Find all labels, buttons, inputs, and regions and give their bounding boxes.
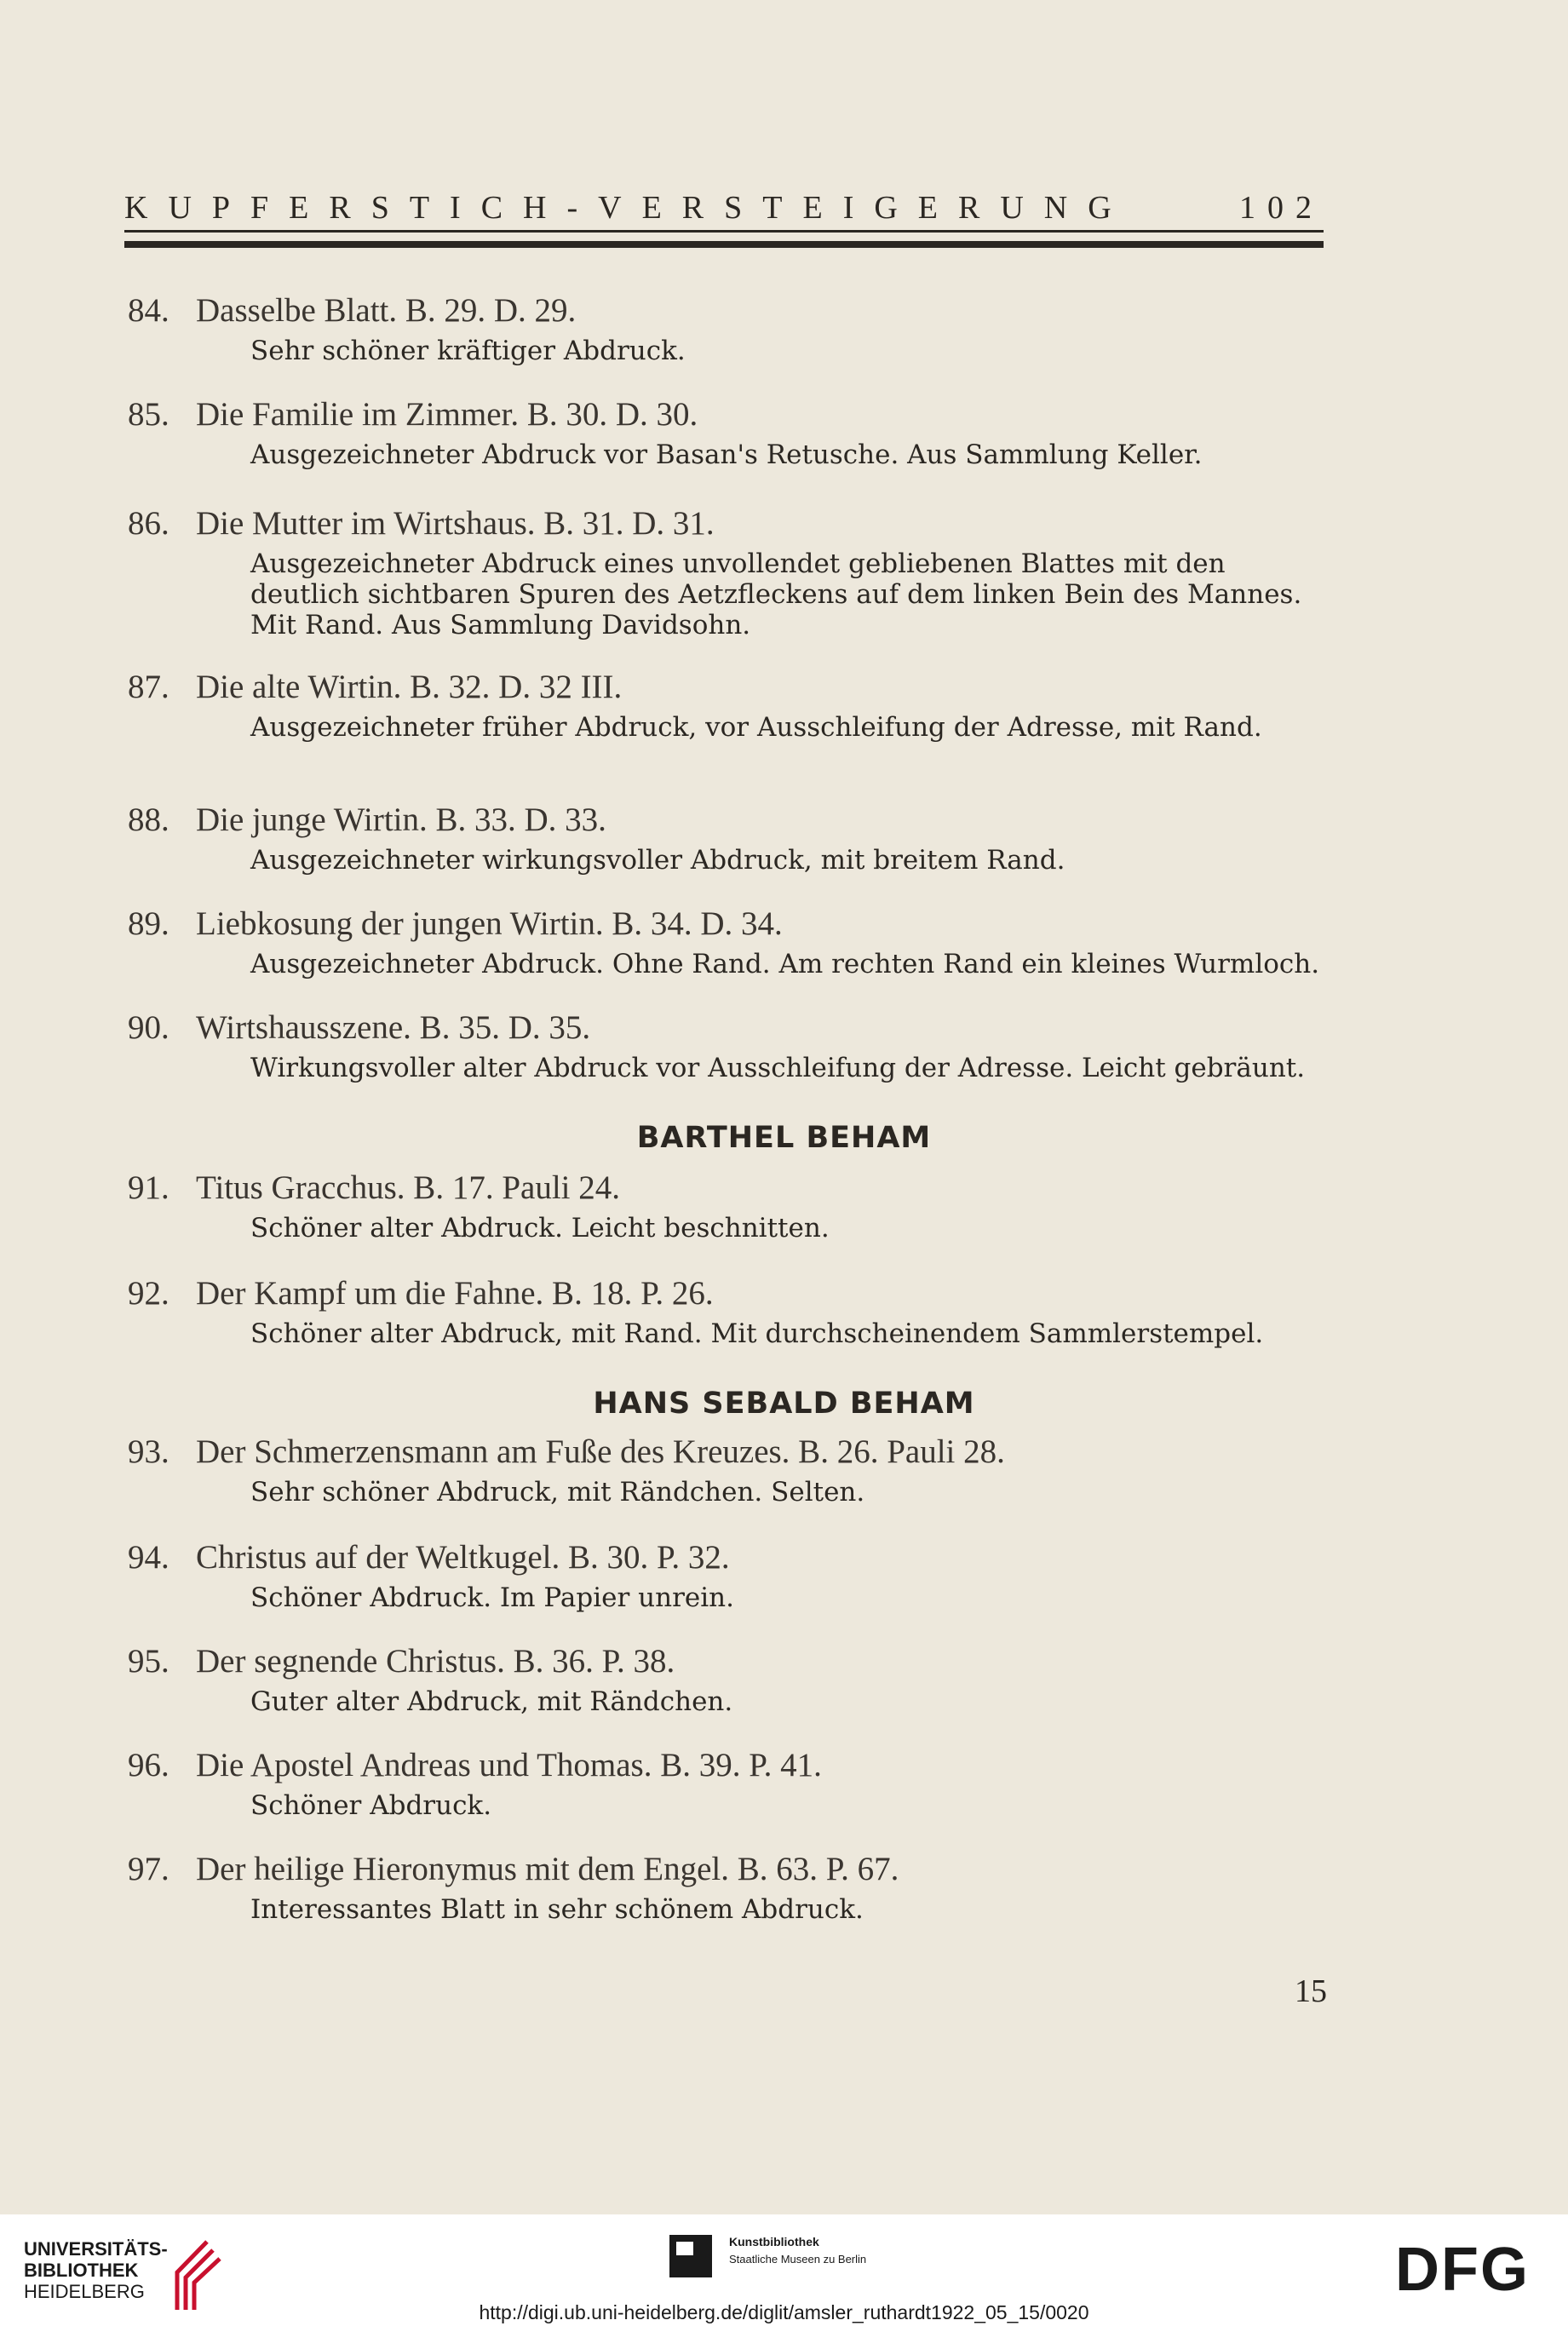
entry-description: Ausgezeichneter Abdruck. Ohne Rand. Am rechten Rand ein kleines Wurmloch.: [250, 949, 1320, 979]
section-heading-hans-sebald-beham: HANS SEBALD BEHAM: [593, 1387, 975, 1421]
entry-number: 91.: [128, 1169, 169, 1206]
entry-description: Guter alter Abdruck, mit Rändchen.: [250, 1686, 733, 1717]
catalogue-entry-97: [128, 1848, 1329, 1925]
kunstbibliothek-logo[interactable]: [669, 2231, 925, 2283]
entry-number: 90.: [128, 1009, 169, 1046]
kunstbibliothek-icon: [669, 2235, 712, 2277]
entry-title: Der Schmerzensmann am Fuße des Kreuzes. B. 26. Pauli 28.: [196, 1433, 1005, 1470]
entry-title: Christus auf der Weltkugel. B. 30. P. 32.: [196, 1539, 730, 1576]
entry-title: Die alte Wirtin. B. 32. D. 32 III.: [196, 669, 623, 705]
catalogue-entry-88: [128, 799, 1329, 876]
entry-description: Schöner Abdruck.: [250, 1790, 492, 1821]
entry-title: Die junge Wirtin. B. 33. D. 33.: [196, 801, 606, 838]
entry-description: Sehr schöner kräftiger Abdruck.: [250, 336, 686, 366]
entry-number: 96.: [128, 1747, 169, 1783]
running-header: [124, 189, 1324, 232]
catalogue-entry-89: [128, 903, 1329, 979]
catalogue-entry-87: [128, 666, 1329, 743]
entry-description: Ausgezeichneter Abdruck vor Basan's Retusche. Aus Sammlung Keller.: [250, 439, 1203, 470]
header-title: KUPFERSTICH-VERSTEIGERUNG: [124, 190, 1132, 226]
entry-number: 87.: [128, 669, 169, 705]
entry-title: Der Kampf um die Fahne. B. 18. P. 26.: [196, 1275, 714, 1312]
entry-title: Der heilige Hieronymus mit dem Engel. B. 63. P. 67.: [196, 1851, 899, 1887]
catalogue-entry-92: [128, 1272, 1329, 1349]
entry-description: Schöner Abdruck. Im Papier unrein.: [250, 1582, 734, 1613]
kb-subtitle: Staatliche Museen zu Berlin: [729, 2253, 867, 2266]
permalink-url[interactable]: http://digi.ub.uni-heidelberg.de/diglit/amsler_ruthardt1922_05_15/0020: [479, 2301, 1089, 2323]
section-heading-barthel-beham: BARTHEL BEHAM: [636, 1121, 932, 1155]
kb-name: Kunstbibliothek: [729, 2235, 819, 2248]
entry-title: Die Mutter im Wirtshaus. B. 31. D. 31.: [196, 505, 715, 542]
entry-description: Sehr schöner Abdruck, mit Rändchen. Selten.: [250, 1477, 865, 1508]
entry-number: 93.: [128, 1433, 169, 1470]
entry-description: Schöner alter Abdruck. Leicht beschnitten.: [250, 1213, 830, 1243]
catalogue-entry-85: [128, 393, 1329, 470]
header-rule-thin: [124, 230, 1324, 233]
catalogue-entry-94: [128, 1536, 1329, 1613]
entry-title: Titus Gracchus. B. 17. Pauli 24.: [196, 1169, 620, 1206]
entry-number: 97.: [128, 1851, 169, 1887]
catalogue-entry-84: [128, 290, 1329, 366]
catalogue-entry-90: [128, 1007, 1329, 1083]
catalogue-entry-91: [128, 1167, 1329, 1243]
entry-title: Die Familie im Zimmer. B. 30. D. 30.: [196, 396, 698, 433]
ub-line-1: UNIVERSITÄTS-: [24, 2238, 168, 2260]
header-rule-thick: [124, 241, 1324, 248]
ub-line-3: HEIDELBERG: [24, 2281, 145, 2302]
ub-line-2: BIBLIOTHEK: [24, 2260, 139, 2281]
catalogue-entry-86: [128, 503, 1329, 640]
entry-description: Ausgezeichneter wirkungsvoller Abdruck, mit breitem Rand.: [250, 845, 1065, 876]
entry-title: Liebkosung der jungen Wirtin. B. 34. D. 34.: [196, 905, 783, 942]
page-number: 15: [1295, 1973, 1327, 2009]
entry-number: 94.: [128, 1539, 169, 1576]
entry-number: 84.: [128, 292, 169, 329]
entry-title: Dasselbe Blatt. B. 29. D. 29.: [196, 292, 577, 329]
entry-title: Der segnende Christus. B. 36. P. 38.: [196, 1643, 675, 1680]
entry-number: 95.: [128, 1643, 169, 1680]
entry-number: 85.: [128, 396, 169, 433]
catalogue-entry-96: [128, 1744, 1329, 1821]
entry-number: 86.: [128, 505, 169, 542]
entry-description: Wirkungsvoller alter Abdruck vor Ausschleifung der Adresse. Leicht gebräunt.: [250, 1053, 1306, 1083]
catalogue-entry-95: [128, 1640, 1329, 1717]
catalogue-entry-93: [128, 1431, 1329, 1508]
header-number: 102: [1239, 190, 1324, 226]
entry-number: 88.: [128, 801, 169, 838]
entry-number: 89.: [128, 905, 169, 942]
digitization-footer: [0, 2214, 1568, 2326]
entry-title: Wirtshausszene. B. 35. D. 35.: [196, 1009, 591, 1046]
entry-description: Ausgezeichneter früher Abdruck, vor Ausschleifung der Adresse, mit Rand.: [250, 712, 1262, 743]
entry-title: Die Apostel Andreas und Thomas. B. 39. P. 41.: [196, 1747, 822, 1783]
entry-number: 92.: [128, 1275, 169, 1312]
entry-description: Ausgezeichneter Abdruck eines unvollendet gebliebenen Blattes mit den deutlich sichtbaren Spuren des Aetzfleckens auf dem linken Bein des Mannes. Mit Rand. Aus Sammlung Davidsohn.: [250, 548, 1302, 640]
dfg-logo[interactable]: DFG: [1395, 2236, 1530, 2304]
entry-description: Schöner alter Abdruck, mit Rand. Mit durchscheinendem Sammlerstempel.: [250, 1318, 1264, 1349]
entry-description: Interessantes Blatt in sehr schönem Abdruck.: [250, 1894, 864, 1925]
